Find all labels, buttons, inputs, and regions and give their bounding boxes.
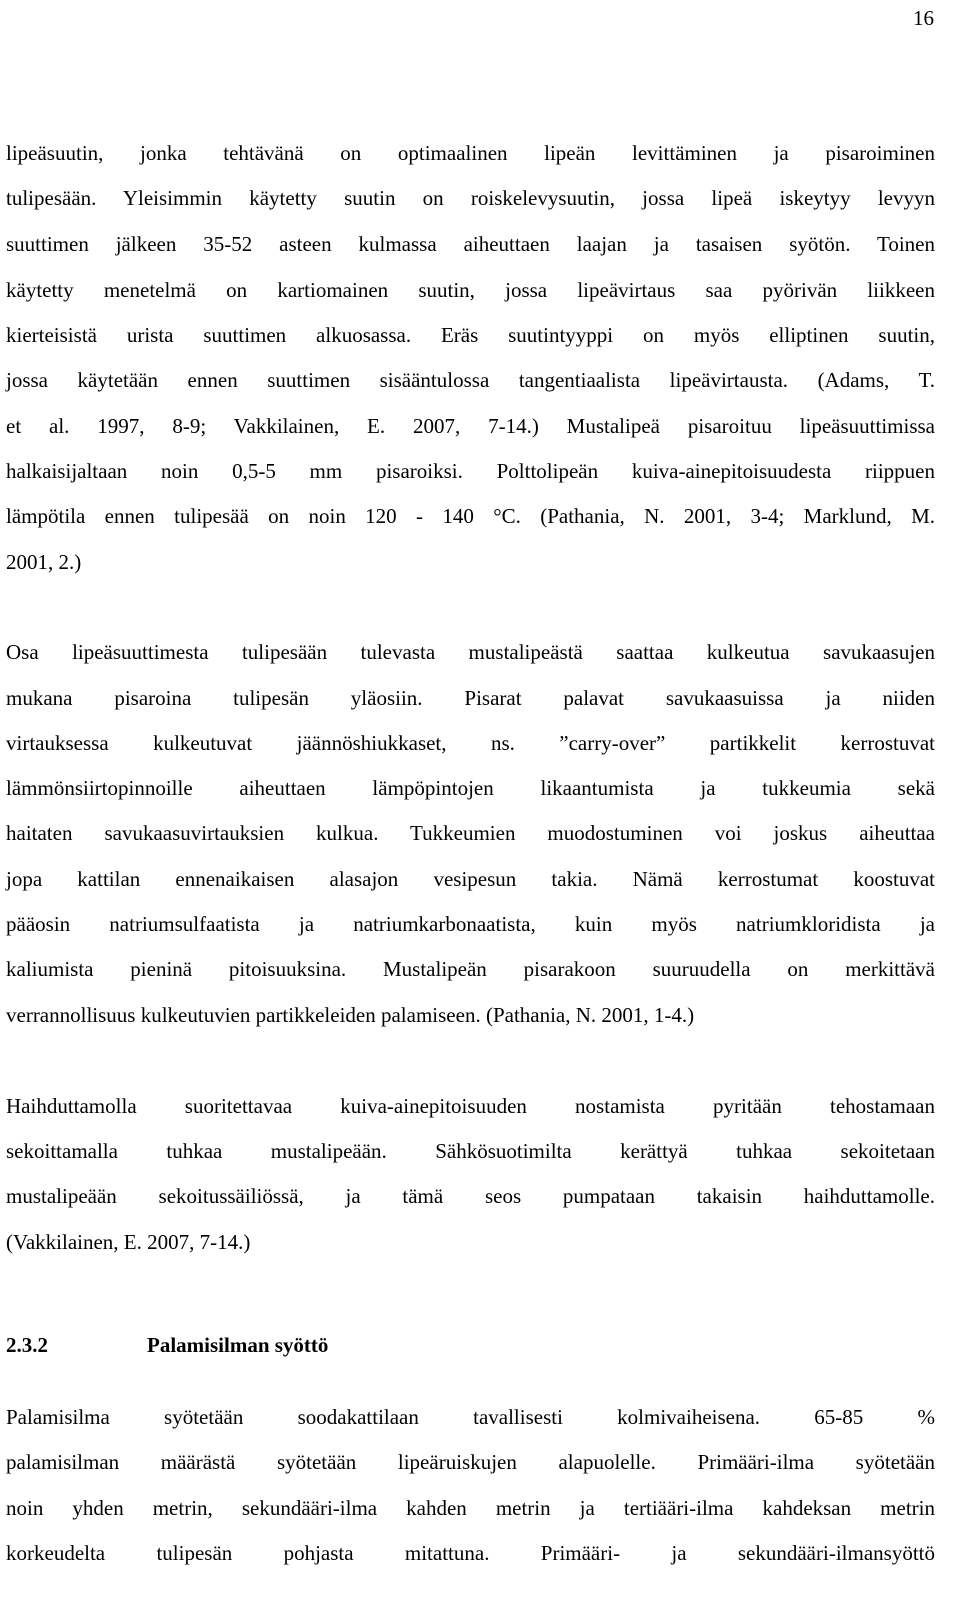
- text-line: lämmönsiirtopinnoille aiheuttaen lämpöpintojen likaantumista ja tukkeumia sekä: [6, 776, 935, 800]
- page-number: 16: [913, 6, 934, 30]
- section-number: 2.3.2: [6, 1333, 48, 1357]
- text-line: lämpötila ennen tulipesää on noin 120 - 140 °C. (Pathania, N. 2001, 3-4; Marklund, M.: [6, 504, 935, 528]
- section-heading: [6, 1331, 328, 1359]
- text-line: halkaisijaltaan noin 0,5-5 mm pisaroiksi. Polttolipeän kuiva-ainepitoisuudesta riippuen: [6, 459, 935, 483]
- text-line: jopa kattilan ennenaikaisen alasajon vesipesun takia. Nämä kerrostumat koostuvat: [6, 867, 935, 891]
- text-line: 2001, 2.): [6, 550, 82, 574]
- text-line: Haihduttamolla suoritettavaa kuiva-ainepitoisuuden nostamista pyritään tehostamaan: [6, 1094, 935, 1118]
- text-line: Palamisilma syötetään soodakattilaan tavallisesti kolmivaiheisena. 65-85 %: [6, 1405, 935, 1429]
- text-line: tulipesään. Yleisimmin käytetty suutin on roiskelevysuutin, jossa lipeä iskeytyy levyyn: [6, 186, 935, 210]
- text-line: sekoittamalla tuhkaa mustalipeään. Sähkösuotimilta kerättyä tuhkaa sekoitetaan: [6, 1139, 935, 1163]
- text-line: pääosin natriumsulfaatista ja natriumkarbonaatista, kuin myös natriumkloridista ja: [6, 912, 935, 936]
- text-line: mukana pisaroina tulipesän yläosiin. Pisarat palavat savukaasuissa ja niiden: [6, 686, 935, 710]
- text-line: jossa käytetään ennen suuttimen sisääntulossa tangentiaalista lipeävirtausta. (Adams, T.: [6, 368, 935, 392]
- text-line: mustalipeään sekoitussäiliössä, ja tämä seos pumpataan takaisin haihduttamolle.: [6, 1184, 935, 1208]
- text-line: käytetty menetelmä on kartiomainen suutin, jossa lipeävirtaus saa pyörivän liikkeen: [6, 278, 935, 302]
- section-title: Palamisilman syöttö: [147, 1333, 329, 1357]
- text-line: kierteisistä urista suuttimen alkuosassa. Eräs suutintyyppi on myös elliptinen suutin,: [6, 323, 935, 347]
- text-line: (Vakkilainen, E. 2007, 7-14.): [6, 1230, 251, 1254]
- text-line: virtauksessa kulkeutuvat jäännöshiukkaset, ns. ”carry-over” partikkelit kerrostuvat: [6, 731, 935, 755]
- text-line: et al. 1997, 8-9; Vakkilainen, E. 2007, 7-14.) Mustalipeä pisaroituu lipeäsuuttimissa: [6, 414, 935, 438]
- text-line: haitaten savukaasuvirtauksien kulkua. Tukkeumien muodostuminen voi joskus aiheuttaa: [6, 821, 935, 845]
- text-line: suuttimen jälkeen 35-52 asteen kulmassa aiheuttaen laajan ja tasaisen syötön. Toinen: [6, 232, 935, 256]
- text-line: palamisilman määrästä syötetään lipeäruiskujen alapuolelle. Primääri-ilma syötetään: [6, 1450, 935, 1474]
- text-line: noin yhden metrin, sekundääri-ilma kahden metrin ja tertiääri-ilma kahdeksan metrin: [6, 1496, 935, 1520]
- text-line: korkeudelta tulipesän pohjasta mitattuna. Primääri- ja sekundääri-ilmansyöttö: [6, 1541, 935, 1565]
- text-line: kaliumista pieninä pitoisuuksina. Mustalipeän pisarakoon suuruudella on merkittävä: [6, 957, 935, 981]
- text-line: verrannollisuus kulkeutuvien partikkeleiden palamiseen. (Pathania, N. 2001, 1-4.): [6, 1003, 695, 1027]
- text-line: Osa lipeäsuuttimesta tulipesään tulevasta mustalipeästä saattaa kulkeutua savukaasujen: [6, 640, 935, 664]
- text-line: lipeäsuutin, jonka tehtävänä on optimaalinen lipeän levittäminen ja pisaroiminen: [6, 141, 935, 165]
